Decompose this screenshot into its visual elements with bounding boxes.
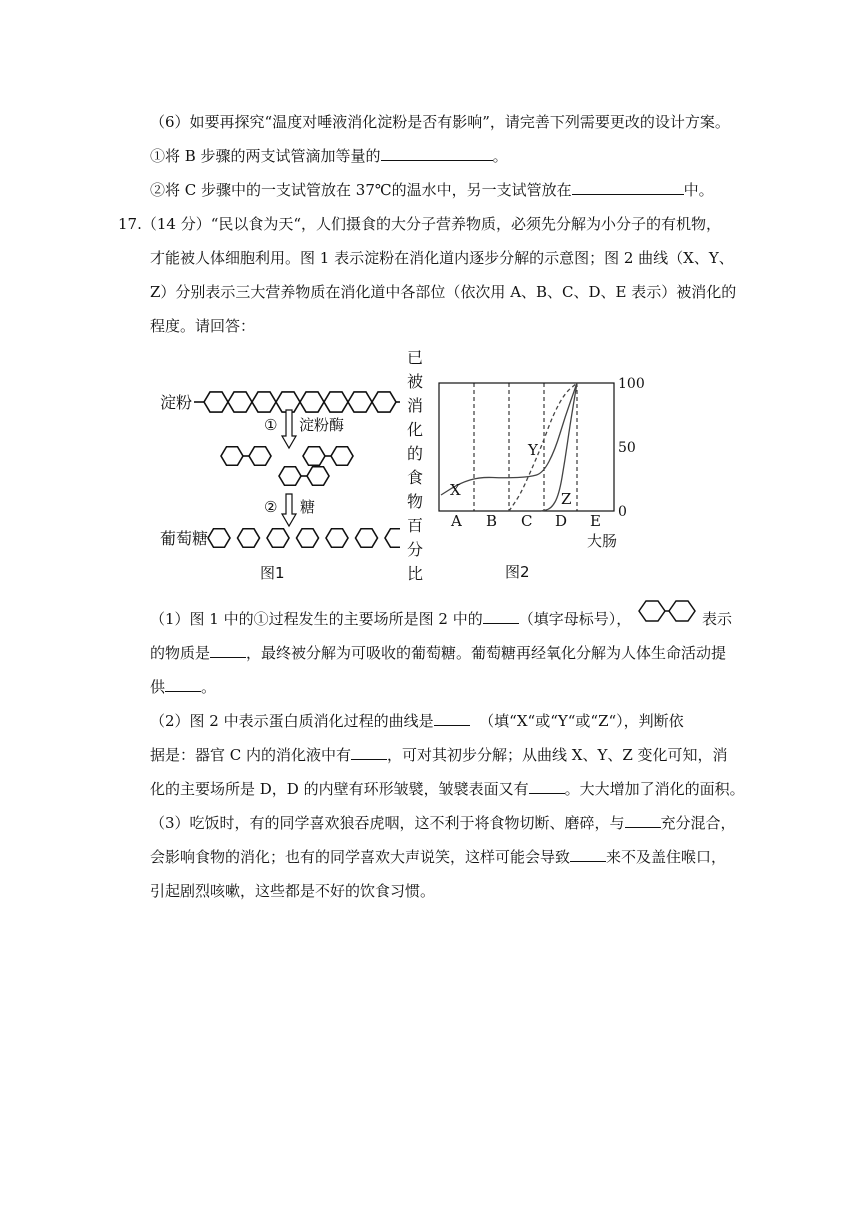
- glucose-unit: [372, 392, 396, 412]
- glucose-molecule: [297, 529, 319, 547]
- answer-blank[interactable]: [165, 677, 201, 692]
- q17-3-text: 会影响食物的消化；也有的同学喜欢大声说笑，这样可能会导致: [150, 848, 571, 866]
- y-tick-label: 0: [618, 504, 627, 520]
- x-tick-label: B: [486, 512, 498, 530]
- series-line-z: [541, 383, 577, 511]
- q17-2-text: （填“X“或“Y“或“Z“），判断依: [479, 712, 684, 730]
- q17-2-line3: [150, 779, 745, 799]
- y-axis-label-char: 被: [407, 372, 424, 391]
- y-axis-label-char: 化: [407, 420, 424, 439]
- answer-blank[interactable]: [625, 813, 661, 828]
- series-label: Z: [561, 490, 572, 508]
- q17-1-line3: [150, 677, 216, 697]
- x-tick-label: E: [590, 512, 601, 530]
- y-axis-label-char: 百: [407, 516, 424, 535]
- glucose-molecule: [326, 529, 348, 547]
- q17-stem-line: Z）分别表示三大营养物质在消化道中各部位（依次用 A、B、C、D、E 表示）被消化的: [150, 283, 737, 301]
- q16-6-item2-text: ②将 C 步骤中的一支试管放在 37℃的温水中，另一支试管放在: [150, 181, 572, 199]
- y-axis-label-char: 的: [407, 444, 424, 463]
- figure-1: [160, 370, 400, 585]
- glucose-unit: [324, 392, 348, 412]
- step1-circle: ①: [264, 416, 278, 434]
- x-tick-label: D: [555, 512, 568, 530]
- glucose-molecule: [267, 529, 289, 547]
- q17-stem-line: 程度。请回答：: [150, 317, 256, 335]
- y-axis-label-char: 比: [407, 564, 424, 583]
- glucose-unit: [228, 392, 252, 412]
- series-label: X: [450, 481, 461, 499]
- q17-1-text: 供: [150, 678, 166, 696]
- q16-6-item1-text: ①将 B 步骤的两支试管滴加等量的: [150, 147, 381, 165]
- intermediate-molecules: [221, 447, 353, 485]
- answer-blank[interactable]: [210, 643, 246, 658]
- x-tick-labels: [450, 512, 601, 530]
- q17-2-line1: [150, 711, 684, 731]
- figure-2-caption: 图2: [505, 563, 530, 581]
- starch-chain: [204, 392, 400, 412]
- q17-3-line2: [150, 847, 726, 867]
- q16-6-item2: [150, 180, 714, 200]
- glucose-molecule: [208, 529, 230, 547]
- q17-1-text: （1）图 1 中的①过程发生的主要场所是图 2 中的: [150, 610, 483, 628]
- q17-3-line1: [150, 813, 736, 833]
- q17-1-text: 的物质是: [150, 644, 211, 662]
- y-tick-label: 50: [618, 440, 636, 456]
- maltose-molecule: [303, 447, 353, 465]
- q17-3-line3: 引起剧烈咳嗽，这些都是不好的饮食习惯。: [150, 882, 436, 900]
- q17-1-text: 。: [201, 678, 217, 696]
- glucose-molecule: [385, 529, 400, 547]
- x-end-label: 大肠: [587, 532, 618, 550]
- answer-blank[interactable]: [381, 146, 493, 161]
- glucose-unit: [348, 392, 372, 412]
- q17-3-text: 充分混合，: [660, 814, 736, 832]
- starch-label: 淀粉: [160, 393, 193, 412]
- step2-label: 糖: [300, 498, 316, 516]
- answer-blank[interactable]: [351, 745, 387, 760]
- q17-stem-line: 17.（14 分）“民以食为天“，人们摄食的大分子营养物质，必须先分解为小分子的有机物，: [118, 215, 722, 233]
- q16-6-item1-end: 。: [492, 147, 508, 165]
- q17-1-line1: [150, 609, 631, 629]
- answer-blank[interactable]: [529, 779, 565, 794]
- y-axis-label-char: 食: [407, 468, 424, 487]
- figure-2: [405, 345, 655, 590]
- disaccharide-icon: [635, 596, 699, 626]
- x-tick-label: A: [451, 512, 462, 530]
- x-tick-label: C: [521, 512, 533, 530]
- q17-2-text: 化的主要场所是 D，D 的内壁有环形皱襞，皱襞表面又有: [150, 780, 529, 798]
- q17-3-text: （3）吃饭时，有的同学喜欢狼吞虎咽，这不利于将食物切断、磨碎，与: [150, 814, 625, 832]
- q17-2-text: 据是：器官 C 内的消化液中有: [150, 746, 352, 764]
- step1-arrow: [282, 410, 296, 448]
- q17-1-text: ，最终被分解为可吸收的葡萄糖。葡萄糖再经氧化分解为人体生命活动提: [246, 644, 727, 662]
- answer-blank[interactable]: [434, 711, 470, 726]
- figure-1-caption: 图1: [260, 564, 285, 582]
- q16-6-item2-end: 中。: [683, 181, 714, 199]
- glucose-molecule: [238, 529, 260, 547]
- q17-2-text: ，可对其初步分解；从曲线 X、Y、Z 变化可知，消: [387, 746, 728, 764]
- plot-frame: [439, 383, 614, 511]
- step1-label: 淀粉酶: [299, 416, 345, 434]
- glucose-molecules: [208, 529, 400, 547]
- y-axis-label-char: 物: [407, 492, 424, 511]
- glucose-unit: [204, 392, 228, 412]
- q17-2-text: 。大大增加了消化的面积。: [564, 780, 745, 798]
- q16-6-intro: （6）如要再探究“温度对唾液消化淀粉是否有影响”，请完善下列需要更改的设计方案。: [150, 113, 730, 131]
- q16-6-item1: [150, 146, 508, 166]
- series-label: Y: [528, 441, 538, 459]
- q17-1-line2: [150, 643, 726, 663]
- q17-3-text: 来不及盖住喉口，: [606, 848, 727, 866]
- step2-arrow: [282, 494, 296, 526]
- y-axis-label-char: 消: [407, 396, 424, 415]
- q17-stem-line: 才能被人体细胞利用。图 1 表示淀粉在消化道内逐步分解的示意图；图 2 曲线（X、Y、: [150, 249, 734, 267]
- maltose-molecule: [221, 447, 271, 465]
- answer-blank[interactable]: [483, 609, 519, 624]
- answer-blank[interactable]: [570, 847, 606, 862]
- y-axis-label-char: 已: [407, 348, 424, 367]
- answer-blank[interactable]: [572, 180, 684, 195]
- q17-1-text: 表示: [702, 610, 733, 628]
- y-axis-label: [407, 348, 423, 583]
- q17-2-line2: [150, 745, 728, 765]
- y-tick-label: 100: [618, 376, 645, 392]
- glucose-unit: [252, 392, 276, 412]
- q17-1-text: （填字母标号），: [518, 610, 632, 628]
- glucose-label: 葡萄糖: [160, 529, 209, 548]
- q17-2-text: （2）图 2 中表示蛋白质消化过程的曲线是: [150, 712, 434, 730]
- glucose-molecule: [356, 529, 378, 547]
- maltose-molecule: [279, 467, 329, 485]
- y-tick-labels: [618, 376, 645, 520]
- step2-circle: ②: [264, 498, 278, 516]
- glucose-unit: [300, 392, 324, 412]
- y-axis-label-char: 分: [407, 540, 424, 559]
- glucose-unit: [276, 392, 300, 412]
